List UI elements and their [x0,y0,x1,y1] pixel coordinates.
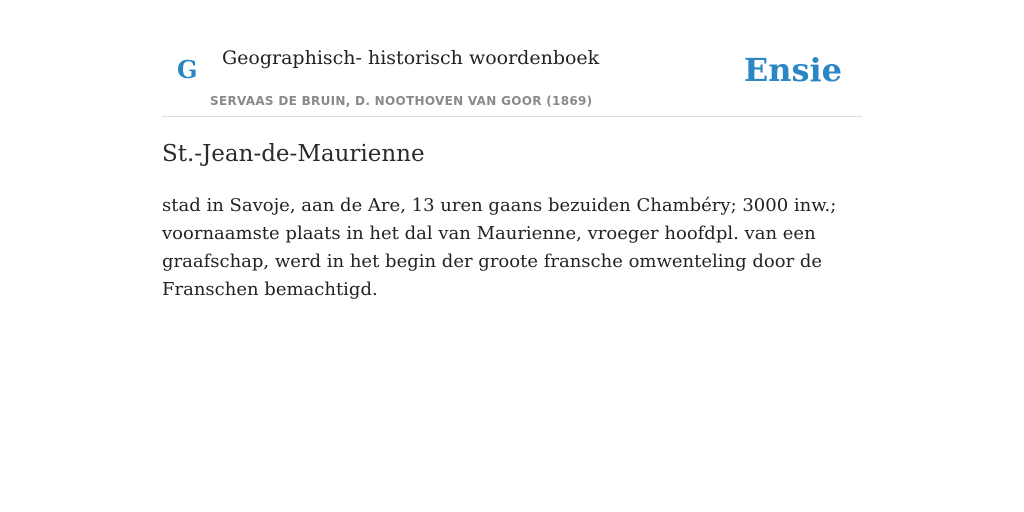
entry-title: St.-Jean-de-Maurienne [162,141,425,167]
entry-text: stad in Savoje, aan de Are, 13 uren gaans bezuiden Chambéry; 3000 inw.; voornaamste plaats in het dal van Maurienne, vroeger hoofdpl. van een graafschap, werd in het begin der groote fransche omwenteling door de Franschen bemachtigd. [162,195,837,300]
book-letter-link[interactable]: G [177,55,198,84]
book-title-link[interactable]: Geographisch- historisch woordenboek [222,47,600,69]
page-header [162,0,862,117]
book-authors: SERVAAS DE BRUIN, D. NOOTHOVEN VAN GOOR (1869) [210,94,593,108]
ensie-logo[interactable]: Ensie [743,51,842,89]
